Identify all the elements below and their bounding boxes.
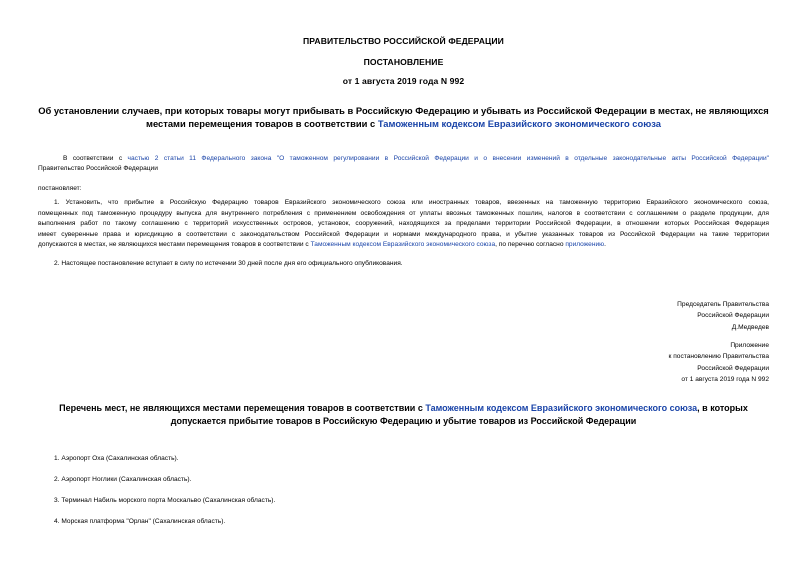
item-1-line-5 [38, 240, 769, 251]
item-1-line-4: имеет суверенные права и юрисдикцию в соответствии с законодательством Российской Федерации и нормами международного права, и убытие указанных товаров из Российской Федерации на такие территории [38, 230, 769, 238]
item-1-line-3: выполнения работ по такому соглашению с территорий искусственных островов, установок, сооружений, находящихся за пределами территории Российской Федерации, в отношении которых Российская Федерация [38, 220, 769, 228]
list-item: 2. Аэропорт Ноглики (Сахалинская область). [54, 476, 192, 483]
header-org: ПРАВИТЕЛЬСТВО РОССИЙСКОЙ ФЕДЕРАЦИИ [303, 36, 504, 46]
item-1 [38, 198, 769, 251]
preamble-line-1 [63, 154, 769, 165]
list-title-line-1 [0, 402, 807, 415]
title-line-1: Об установлении случаев, при которых товары могут прибывать в Российскую Федерацию и убывать из Российской Федерации в местах, не являющихся [38, 105, 769, 116]
preamble-line-2: Правительство Российской Федерации [38, 165, 158, 172]
preamble [63, 154, 769, 165]
item-1-line-5-text: допускаются в местах, не являющихся местами перемещения товаров в соответствии с [38, 241, 311, 249]
appendix-line-2: к постановлению Правительства [668, 353, 769, 361]
appendix-label: Приложение [730, 342, 769, 349]
signature-block [469, 299, 769, 333]
customs-code-link[interactable]: Таможенным кодексом Евразийского экономического союза [377, 118, 661, 129]
signature-name: Д.Медведев [731, 323, 769, 331]
list-title-line-2: допускается прибытие товаров в Российскую Федерацию и убытие товаров из Российской Федерации [170, 416, 637, 426]
appendix-date: от 1 августа 2019 года N 992 [681, 375, 769, 383]
header-doc-type: ПОСТАНОВЛЕНИЕ [363, 57, 444, 67]
appendix-line-3: Российской Федерации [697, 364, 769, 372]
appendix-block [469, 340, 769, 385]
item-1-line-1: 1. Установить, что прибытие в Российскую Федерацию товаров Евразийского экономического союза или иностранных товаров, ввезенных на таможенную территорию Евразийского экономического союза, [54, 199, 769, 206]
document-title [0, 104, 807, 130]
list-item: 4. Морская платформа "Орлан" (Сахалинская область). [54, 518, 226, 525]
federal-law-link[interactable]: частью 2 статьи 11 Федерального закона "О таможенном регулировании в Российской Федерации и о внесении изменений в отдельные законодательные акты Российской Федерации" [127, 155, 770, 162]
list-title [0, 402, 807, 428]
item-2: 2. Настоящее постановление вступает в силу по истечении 30 дней после дня его официального опубликования. [54, 260, 403, 267]
item-1-line-5-end: . [604, 241, 606, 249]
title-line-2-text: местами перемещения товаров в соответствии с [146, 118, 378, 129]
list-title-prefix: Перечень мест, не являющихся местами перемещения товаров в соответствии с [59, 403, 426, 413]
preamble-prefix: В соответствии с [63, 155, 128, 162]
signature-country: Российской Федерации [697, 312, 769, 320]
title-line-2 [0, 117, 807, 130]
header-date-number: от 1 августа 2019 года N 992 [342, 76, 465, 86]
appendix-link[interactable]: приложению [565, 241, 605, 249]
customs-code-link-3[interactable]: Таможенным кодексом Евразийского экономического союза [425, 403, 698, 413]
list-item: 3. Терминал Набиль морского порта Москальво (Сахалинская область). [54, 497, 276, 504]
item-1-line-5-mid: , по перечню согласно [495, 241, 566, 249]
customs-code-link-2[interactable]: Таможенным кодексом Евразийского экономического союза [310, 241, 496, 249]
list-item: 1. Аэропорт Оха (Сахалинская область). [54, 455, 179, 462]
resolves-label: постановляет: [38, 185, 82, 192]
list-title-suffix: , в которых [697, 403, 748, 413]
item-1-line-2: помещенных под таможенную процедуру выпуска для внутреннего потребления с применением освобождения от уплаты ввозных таможенных пошлин, налогов в соответствии с соглашением о разделе продукции, для [38, 209, 769, 217]
signature-position: Председатель Правительства [677, 301, 769, 308]
